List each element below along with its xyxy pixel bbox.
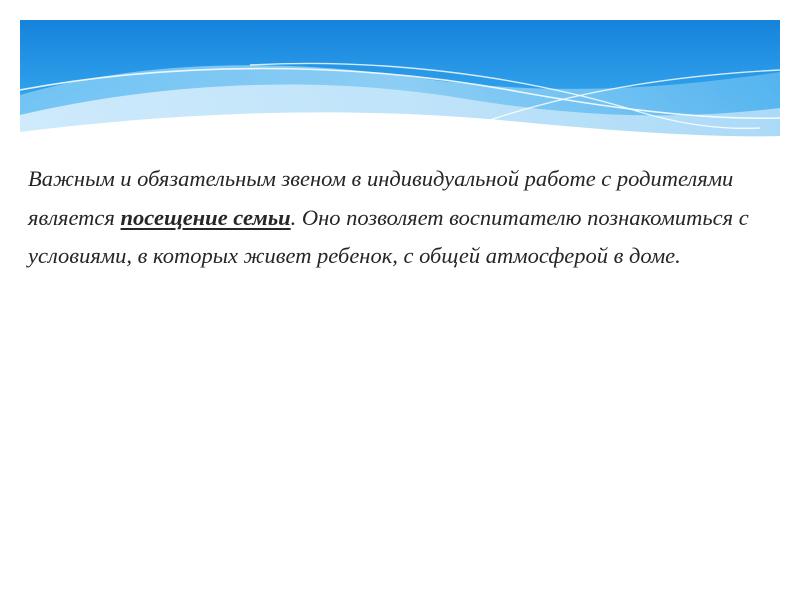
- body-paragraph: [28, 160, 773, 276]
- wave-graphic: [20, 20, 780, 145]
- header-wave-banner: [20, 20, 780, 145]
- body-text-after: . Оно позволяет воспитателю познакомиться с условиями, в которых живет ребенок, с общей атмосферой в доме.: [28, 204, 749, 268]
- emphasized-phrase: посещение семьи: [120, 204, 291, 230]
- body-text-before: Важным и обязательным звеном в индивидуальной работе с родителями является: [28, 166, 734, 230]
